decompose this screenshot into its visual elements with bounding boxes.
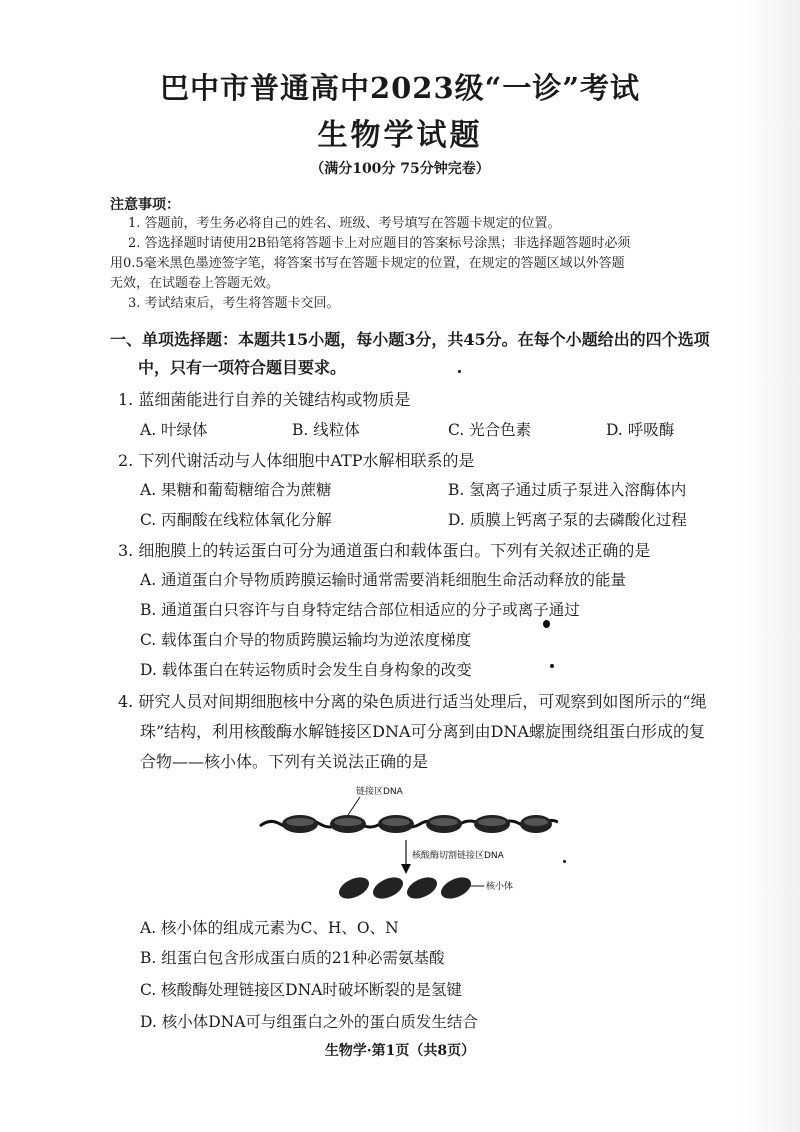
notice-heading: 注意事项： <box>110 197 180 213</box>
free-nucleosome <box>370 873 407 902</box>
nucleosome-bead <box>330 815 366 833</box>
nucleosome-bead <box>474 815 510 833</box>
q4-option-a: A. 核小体的组成元素为C、H、O、N <box>140 919 399 937</box>
section-heading-line2: 中，只有一项符合题目要求。 <box>138 358 347 377</box>
nucleosome-label: 核小体 <box>486 882 514 892</box>
nucleosome-diagram <box>258 782 558 902</box>
notice-item: 无效，在试题卷上答题无效。 <box>110 276 280 291</box>
cleavage-arrow-head <box>401 864 411 874</box>
q4-option-b: B. 组蛋白包含形成蛋白质的21种必需氨基酸 <box>140 949 445 967</box>
q2-option-a: A. 果糖和葡萄糖缩合为蔗糖 <box>140 481 332 499</box>
scan-speck <box>563 860 566 863</box>
q3-option-b: B. 通道蛋白只容许与自身特定结合部位相适应的分子或离子通过 <box>140 601 580 619</box>
question-4-stem-line3: 合物——核小体。下列有关说法正确的是 <box>140 752 429 771</box>
question-1-stem: 1. 蓝细菌能进行自养的关键结构或物质是 <box>118 390 411 409</box>
q3-option-d: D. 载体蛋白在转运物质时会发生自身构象的改变 <box>140 661 472 679</box>
notice-item: 用0.5毫米黑色墨迹签字笔，将答案书写在答题卡规定的位置，在规定的答题区域以外答题 <box>110 256 625 271</box>
q4-option-c: C. 核酸酶处理链接区DNA时破坏断裂的是氢键 <box>140 981 462 999</box>
nucleosome-bead <box>378 815 414 833</box>
free-nucleosome <box>404 873 441 902</box>
q2-option-c: C. 丙酮酸在线粒体氧化分解 <box>140 511 332 529</box>
q1-option-b: B. 线粒体 <box>292 421 360 439</box>
linker-dna-label: 链接区DNA <box>356 787 403 797</box>
nucleosome-bead <box>426 815 462 833</box>
subject-title: 生物学试题 <box>317 118 483 153</box>
exam-meta: （满分100分 75分钟完卷） <box>310 161 490 177</box>
q2-option-b: B. 氢离子通过质子泵进入溶酶体内 <box>448 481 687 499</box>
linker-pointer-line <box>348 797 360 815</box>
notice-item: 2. 答选择题时请使用2B铅笔将答题卡上对应题目的答案标号涂黑；非选择题答题时必须 <box>128 236 631 251</box>
q3-option-a: A. 通道蛋白介导物质跨膜运输时通常需要消耗细胞生命活动释放的能量 <box>140 571 627 589</box>
q1-option-a: A. 叶绿体 <box>140 421 208 439</box>
q2-option-d: D. 质膜上钙离子泵的去磷酸化过程 <box>448 511 687 529</box>
notice-item: 1. 答题前，考生务必将自己的姓名、班级、考号填写在答题卡规定的位置。 <box>128 216 561 231</box>
cleavage-label: 核酸酶切割链接区DNA <box>412 851 504 861</box>
free-nucleosome <box>438 873 475 902</box>
nucleosome-bead <box>282 815 318 833</box>
scan-speck <box>458 370 461 373</box>
question-4-stem-line2: 珠”结构，利用核酸酶水解链接区DNA可分离到由DNA螺旋围绕组蛋白形成的复 <box>140 722 705 741</box>
question-4-stem-line1: 4. 研究人员对间期细胞核中分离的染色质进行适当处理后，可观察到如图所示的“绳 <box>118 692 707 711</box>
scan-speck <box>550 664 554 668</box>
question-3-stem: 3. 细胞膜上的转运蛋白可分为通道蛋白和载体蛋白。下列有关叙述正确的是 <box>118 541 651 560</box>
q3-option-c: C. 载体蛋白介导的物质跨膜运输均为逆浓度梯度 <box>140 631 472 649</box>
exam-title: 巴中市普通高中2023级“一诊”考试 <box>159 71 641 105</box>
free-nucleosome <box>336 873 373 902</box>
q1-option-c: C. 光合色素 <box>448 421 532 439</box>
nucleosome-bead <box>520 815 552 833</box>
q4-option-d: D. 核小体DNA可与组蛋白之外的蛋白质发生结合 <box>140 1013 478 1031</box>
question-2-stem: 2. 下列代谢活动与人体细胞中ATP水解相联系的是 <box>118 451 475 470</box>
scan-speck <box>543 620 550 628</box>
section-heading-line1: 一、单项选择题：本题共15小题，每小题3分，共45分。在每个小题给出的四个选项 <box>110 330 710 349</box>
q1-option-d: D. 呼吸酶 <box>606 421 675 439</box>
page-footer: 生物学·第1页（共8页） <box>324 1043 476 1059</box>
notice-item: 3. 考试结束后，考生将答题卡交回。 <box>128 296 340 311</box>
